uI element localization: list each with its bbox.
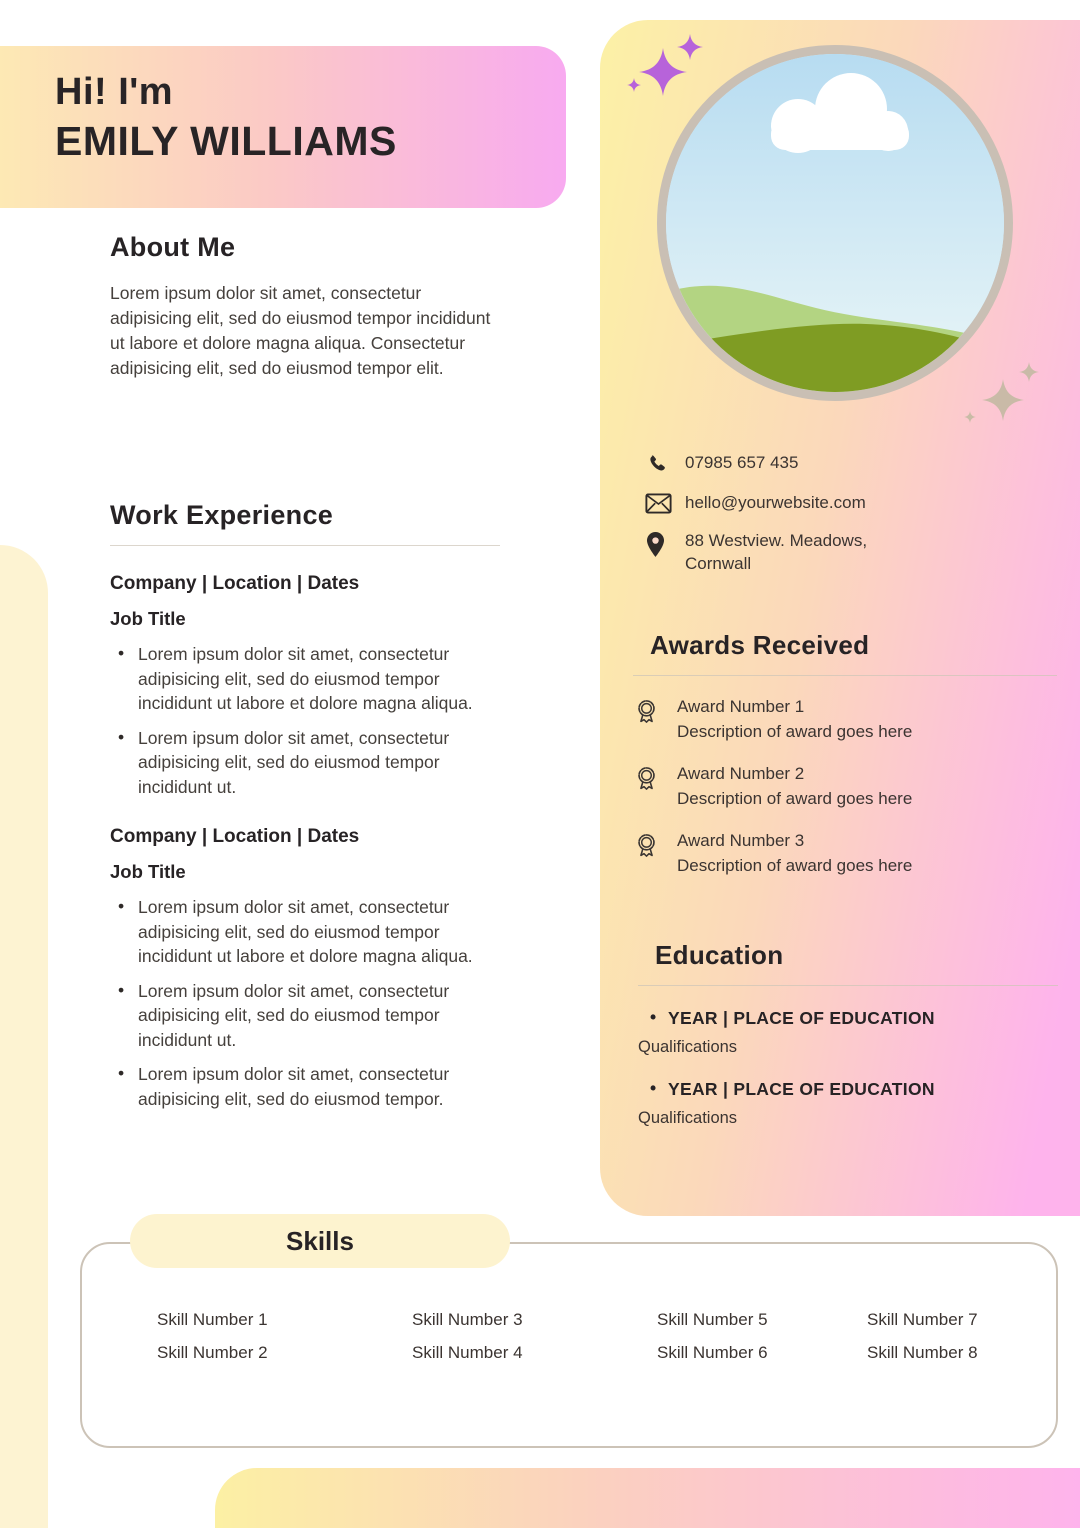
job-title: Job Title — [110, 608, 186, 629]
skill-item: Skill Number 7 — [867, 1310, 978, 1329]
education-qualifications: Qualifications — [638, 1109, 738, 1127]
rosette-medal-icon — [633, 696, 677, 743]
job-bullet-list — [110, 642, 500, 799]
bottom-accent-bar — [215, 1468, 1080, 1528]
phone-icon — [645, 452, 685, 481]
awards-section — [633, 630, 1057, 878]
contact-address-row — [645, 530, 1045, 576]
skills-title: Skills — [286, 1225, 354, 1256]
skills-column — [412, 1310, 523, 1376]
contact-email-row — [645, 492, 1045, 519]
award-description: Description of award goes here — [677, 789, 913, 809]
award-item — [633, 696, 1057, 743]
about-title: About Me — [110, 232, 236, 262]
awards-title: Awards Received — [650, 630, 870, 660]
award-name: Award Number 3 — [677, 831, 805, 851]
company-line: Company | Location | Dates — [110, 573, 360, 594]
skills-column — [157, 1310, 268, 1376]
job-bullet: • Lorem ipsum dolor sit amet, consectetur adipisicing elit, sed do eiusmod tempor incididunt ut labore et dolore magna aliqua. — [110, 642, 500, 716]
award-description: Description of award goes here — [677, 722, 913, 742]
job-bullet-list — [110, 895, 500, 1111]
skills-grid — [82, 1310, 1056, 1410]
job-bullet: • Lorem ipsum dolor sit amet, consectetur adipisicing elit, sed do eiusmod tempor incididunt ut labore et dolore magna aliqua. — [110, 895, 500, 969]
email-address: hello@yourwebsite.com — [685, 493, 866, 512]
job-bullet: • Lorem ipsum dolor sit amet, consectetur adipisicing elit, sed do eiusmod tempor incididunt ut. — [110, 726, 500, 800]
skill-item: Skill Number 5 — [657, 1310, 768, 1329]
about-text: Lorem ipsum dolor sit amet, consectetur adipisicing elit, sed do eiusmod tempor incididunt ut labore et dolore magna aliqua. Consectetur adipisicing elit, sed do eiusmod tempor elit. — [110, 283, 491, 378]
section-divider — [110, 545, 500, 546]
contact-section — [645, 452, 1045, 587]
contact-phone-row — [645, 452, 1045, 481]
skills-column — [657, 1310, 768, 1376]
beige-sparkles-icon — [955, 360, 1050, 432]
skill-item: Skill Number 2 — [157, 1343, 268, 1362]
award-name: Award Number 1 — [677, 697, 805, 716]
award-description: Description of award goes here — [677, 856, 913, 876]
section-divider — [638, 985, 1058, 986]
skills-title-pill — [130, 1214, 510, 1268]
skill-item: Skill Number 1 — [157, 1310, 268, 1329]
rosette-medal-icon — [633, 763, 677, 810]
rosette-medal-icon — [633, 830, 677, 877]
company-line: Company | Location | Dates — [110, 826, 360, 847]
header-banner — [0, 46, 566, 208]
skill-item: Skill Number 3 — [412, 1310, 523, 1329]
left-accent-strip — [0, 545, 48, 1528]
job-bullet: • Lorem ipsum dolor sit amet, consectetur adipisicing elit, sed do eiusmod tempor incididunt ut. — [110, 979, 500, 1053]
education-heading: • YEAR | PLACE OF EDUCATION — [638, 1079, 1058, 1100]
phone-number: 07985 657 435 — [685, 453, 799, 472]
section-divider — [633, 675, 1057, 676]
award-name: Award Number 2 — [677, 764, 805, 784]
skill-item: Skill Number 8 — [867, 1343, 978, 1362]
landscape-photo — [657, 45, 1013, 401]
job-title: Job Title — [110, 861, 186, 882]
postal-address: 88 Westview. Meadows, Cornwall — [685, 531, 868, 573]
education-title: Education — [655, 940, 784, 970]
header-greeting: Hi! I'm — [55, 71, 174, 113]
skills-box — [80, 1242, 1058, 1448]
envelope-icon — [645, 492, 685, 519]
job-entry — [110, 826, 500, 1111]
skill-item: Skill Number 4 — [412, 1343, 523, 1362]
person-name: EMILY WILLIAMS — [55, 117, 397, 164]
education-section — [638, 940, 1058, 1128]
skills-column — [867, 1310, 978, 1376]
job-bullet: • Lorem ipsum dolor sit amet, consectetur adipisicing elit, sed do eiusmod tempor. — [110, 1062, 500, 1111]
award-item — [633, 830, 1057, 877]
work-experience-section — [110, 500, 500, 1121]
education-item — [638, 1008, 1058, 1057]
work-title: Work Experience — [110, 500, 334, 530]
about-section — [110, 232, 502, 380]
award-item — [633, 763, 1057, 810]
job-entry — [110, 573, 500, 799]
purple-sparkles-icon — [622, 32, 712, 107]
skill-item: Skill Number 6 — [657, 1343, 768, 1362]
education-qualifications: Qualifications — [638, 1038, 738, 1056]
education-heading: • YEAR | PLACE OF EDUCATION — [638, 1008, 1058, 1029]
location-pin-icon — [645, 530, 685, 563]
education-item — [638, 1079, 1058, 1128]
